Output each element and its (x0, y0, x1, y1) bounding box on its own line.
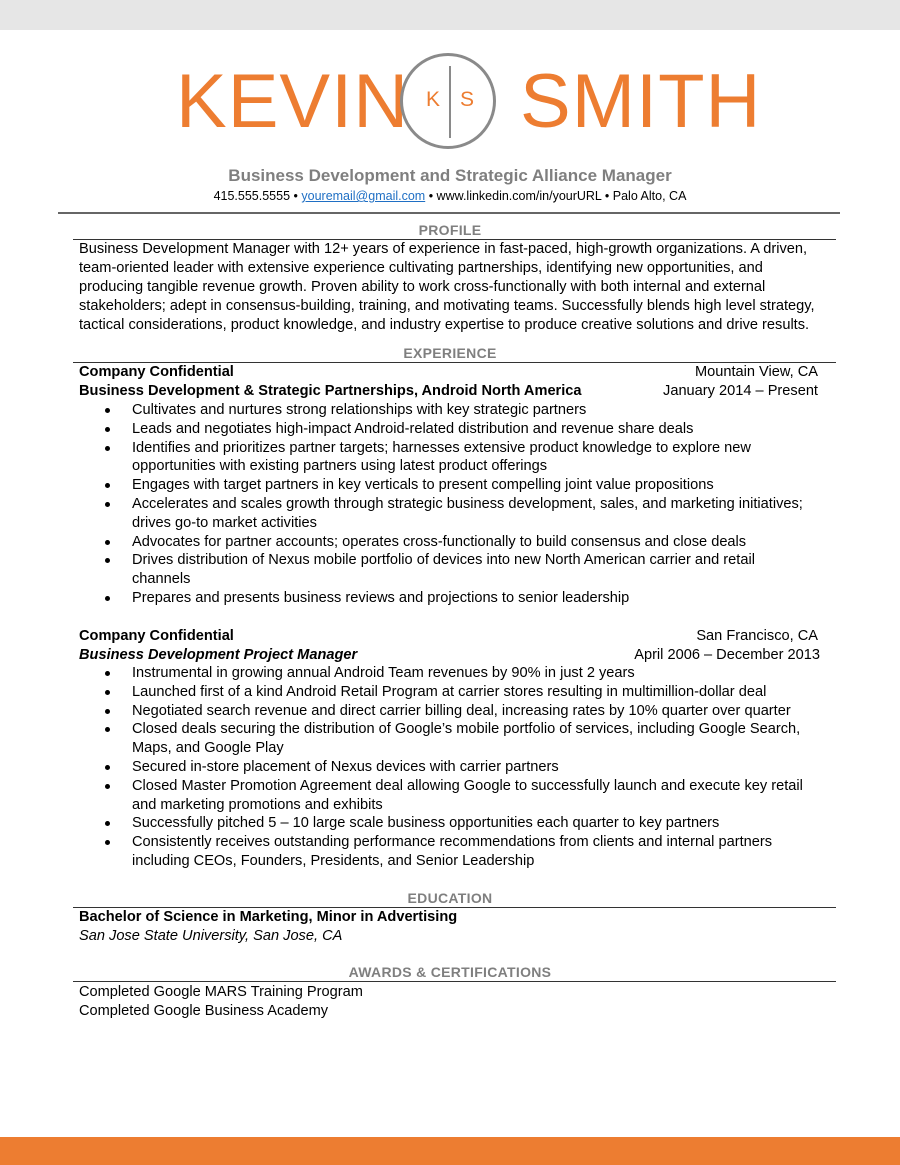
job-2-location: San Francisco, CA (696, 628, 818, 644)
list-item: Instrumental in growing annual Android Team revenues by 90% in just 2 years (105, 664, 805, 683)
list-item: Launched first of a kind Android Retail Program at carrier stores resulting in multimillion-dollar deal (105, 683, 805, 702)
bottom-accent-bar (0, 1137, 900, 1165)
list-item: Closed Master Promotion Agreement deal allowing Google to successfully launch and execute key retail and marketing promotions and exhibits (105, 777, 805, 815)
job-1-company: Company Confidential (79, 364, 234, 380)
header-divider (58, 212, 840, 214)
list-item: Accelerates and scales growth through strategic business development, sales, and marketing initiatives; drives go-to market activities (105, 495, 805, 533)
job-2-bullets (105, 664, 805, 871)
job-1-role: Business Development & Strategic Partnerships, Android North America (79, 383, 582, 399)
linkedin-url: www.linkedin.com/in/yourURL (436, 189, 602, 203)
list-item: Engages with target partners in key verticals to present compelling joint value propositions (105, 476, 805, 495)
list-item: Successfully pitched 5 – 10 large scale business opportunities each quarter to key partners (105, 814, 805, 833)
job-1-dates: January 2014 – Present (663, 383, 818, 399)
job-2-dates: April 2006 – December 2013 (634, 647, 820, 663)
top-bar (0, 0, 900, 30)
list-item: Cultivates and nurtures strong relationships with key strategic partners (105, 401, 805, 420)
job-title: Business Development and Strategic Alliance Manager (228, 166, 672, 185)
profile-heading: PROFILE (418, 222, 482, 238)
awards-heading: AWARDS & CERTIFICATIONS (348, 964, 552, 980)
list-item: Leads and negotiates high-impact Android-related distribution and revenue share deals (105, 420, 805, 439)
email-link[interactable]: youremail@gmail.com (301, 189, 426, 203)
job-1-bullets (105, 401, 805, 608)
award-item: Completed Google Business Academy (79, 1003, 329, 1019)
list-item: Advocates for partner accounts; operates cross-functionally to build consensus and close deals (105, 533, 805, 552)
list-item: Prepares and presents business reviews and projections to senior leadership (105, 589, 805, 608)
monogram-left-letter: K (426, 88, 441, 111)
list-item: Consistently receives outstanding performance recommendations from clients and internal partners including CEOs, Founders, Presidents, and Senior Leadership (105, 833, 805, 871)
monogram-right-letter: S (460, 88, 475, 111)
education-heading: EDUCATION (407, 890, 493, 906)
last-name: SMITH (520, 59, 762, 144)
monogram-divider (449, 66, 451, 138)
job-2-company: Company Confidential (79, 628, 234, 644)
education-degree: Bachelor of Science in Marketing, Minor in Advertising (79, 909, 458, 925)
experience-heading: EXPERIENCE (403, 345, 497, 361)
contact-line (0, 189, 900, 203)
location: Palo Alto, CA (612, 189, 687, 203)
list-item: Negotiated search revenue and direct carrier billing deal, increasing rates by 10% quarter over quarter (105, 702, 805, 721)
awards-rule (73, 981, 836, 982)
award-item: Completed Google MARS Training Program (79, 984, 363, 1000)
phone: 415.555.5555 (213, 189, 291, 203)
separator: • (425, 189, 437, 203)
list-item: Drives distribution of Nexus mobile portfolio of devices into new North American carrier and retail channels (105, 551, 805, 589)
list-item: Closed deals securing the distribution of Google’s mobile portfolio of services, including Google Search, Maps, and Google Play (105, 720, 805, 758)
profile-text: Business Development Manager with 12+ years of experience in fast-paced, high-growth organizations. A driven, team-oriented leader with extensive experience cultivating partnerships, identifying new opportunities, and producing tangible revenue growth. Proven ability to work cross-functionally with both internal and external stakeholders; adept in consensus-building, training, and motivating teams. Successfully blends high level strategy, tactical considerations, product knowledge, and industry expertise to produce creative solutions and drive results. (79, 241, 815, 333)
list-item: Identifies and prioritizes partner targets; harnesses extensive product knowledge to explore new opportunities with existing partners using latest product offerings (105, 439, 805, 477)
job-1-location: Mountain View, CA (694, 364, 818, 380)
list-item: Secured in-store placement of Nexus devices with carrier partners (105, 758, 805, 777)
education-school: San Jose State University, San Jose, CA (79, 928, 343, 944)
separator: • (290, 189, 302, 203)
first-name: KEVIN (176, 59, 410, 144)
separator: • (601, 189, 613, 203)
job-2-role: Business Development Project Manager (79, 647, 358, 663)
monogram-logo (400, 53, 496, 149)
